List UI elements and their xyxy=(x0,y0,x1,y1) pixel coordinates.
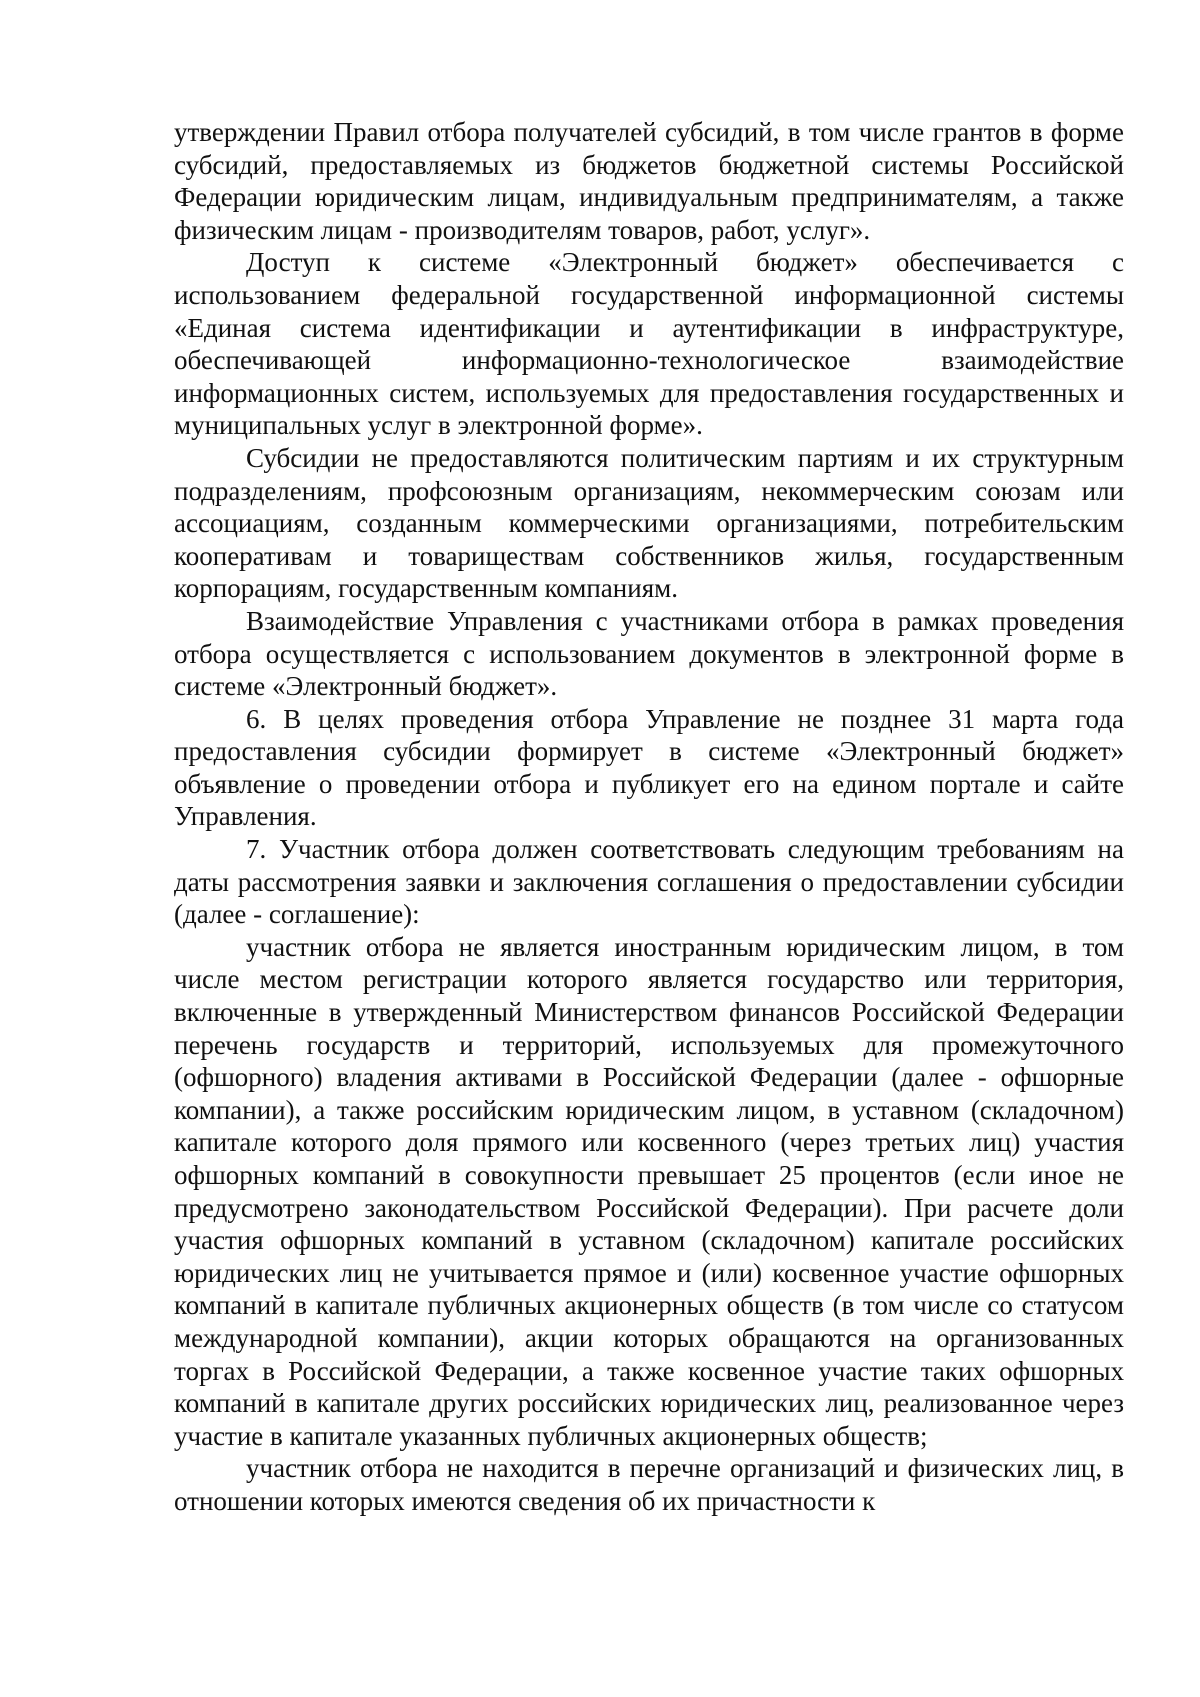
document-page xyxy=(174,116,1124,1518)
paragraph-offshore-requirement: участник отбора не является иностранным юридическим лицом, в том числе местом регистрации которого является государство или территория, включенные в утвержденный Министерством финансов Российской Федерации перечень государств и территорий, используемых для промежуточного (офшорного) владения активами в Российской Федерации (далее - офшорные компании), а также российским юридическим лицом, в уставном (складочном) капитале которого доля прямого или косвенного (через третьих лиц) участия офшорных компаний в совокупности превышает 25 процентов (если иное не предусмотрено законодательством Российской Федерации). При расчете доли участия офшорных компаний в уставном (складочном) капитале российских юридических лиц не учитывается прямое и (или) косвенное участие офшорных компаний в капитале публичных акционерных обществ (в том числе со статусом международной компании), акции которых обращаются на организованных торгах в Российской Федерации, а также косвенное участие таких офшорных компаний в капитале других российских юридических лиц, реализованное через участие в капитале указанных публичных акционерных обществ; xyxy=(174,931,1124,1451)
paragraph-continuation: утверждении Правил отбора получателей субсидий, в том числе грантов в форме субсидий, предоставляемых из бюджетов бюджетной системы Российской Федерации юридическим лицам, индивидуальным предпринимателям, а также физическим лицам - производителям товаров, работ, услуг». xyxy=(174,117,1124,245)
paragraph-electronic-budget-access: Доступ к системе «Электронный бюджет» обеспечивается с использованием федеральной государственной информационной системы «Единая система идентификации и аутентификации в инфраструктуре, обеспечивающей информационно-технологическое взаимодействие информационных систем, используемых для предоставления государственных и муниципальных услуг в электронной форме». xyxy=(174,247,1124,441)
paragraph-subsidy-exclusions: Субсидии не предоставляются политическим партиям и их структурным подразделениям, профсоюзным организациям, некоммерческим союзам или ассоциациям, созданным коммерческими организациями, потребительским кооперативам и товариществам собственников жилья, государственным корпорациям, государственным компаниям. xyxy=(174,442,1124,604)
paragraph-sanctions-list: участник отбора не находится в перечне организаций и физических лиц, в отношении которых имеются сведения об их причастности к xyxy=(174,1453,1124,1516)
paragraph-item-7: 7. Участник отбора должен соответствовать следующим требованиям на даты рассмотрения заявки и заключения соглашения о предоставлении субсидии (далее - соглашение): xyxy=(174,834,1124,930)
paragraph-interaction: Взаимодействие Управления с участниками отбора в рамках проведения отбора осуществляется с использованием документов в электронной форме в системе «Электронный бюджет». xyxy=(174,605,1124,702)
paragraph-item-6: 6. В целях проведения отбора Управление не позднее 31 марта года предоставления субсидии формирует в системе «Электронный бюджет» объявление о проведении отбора и публикует его на едином портале и сайте Управления. xyxy=(174,703,1124,832)
